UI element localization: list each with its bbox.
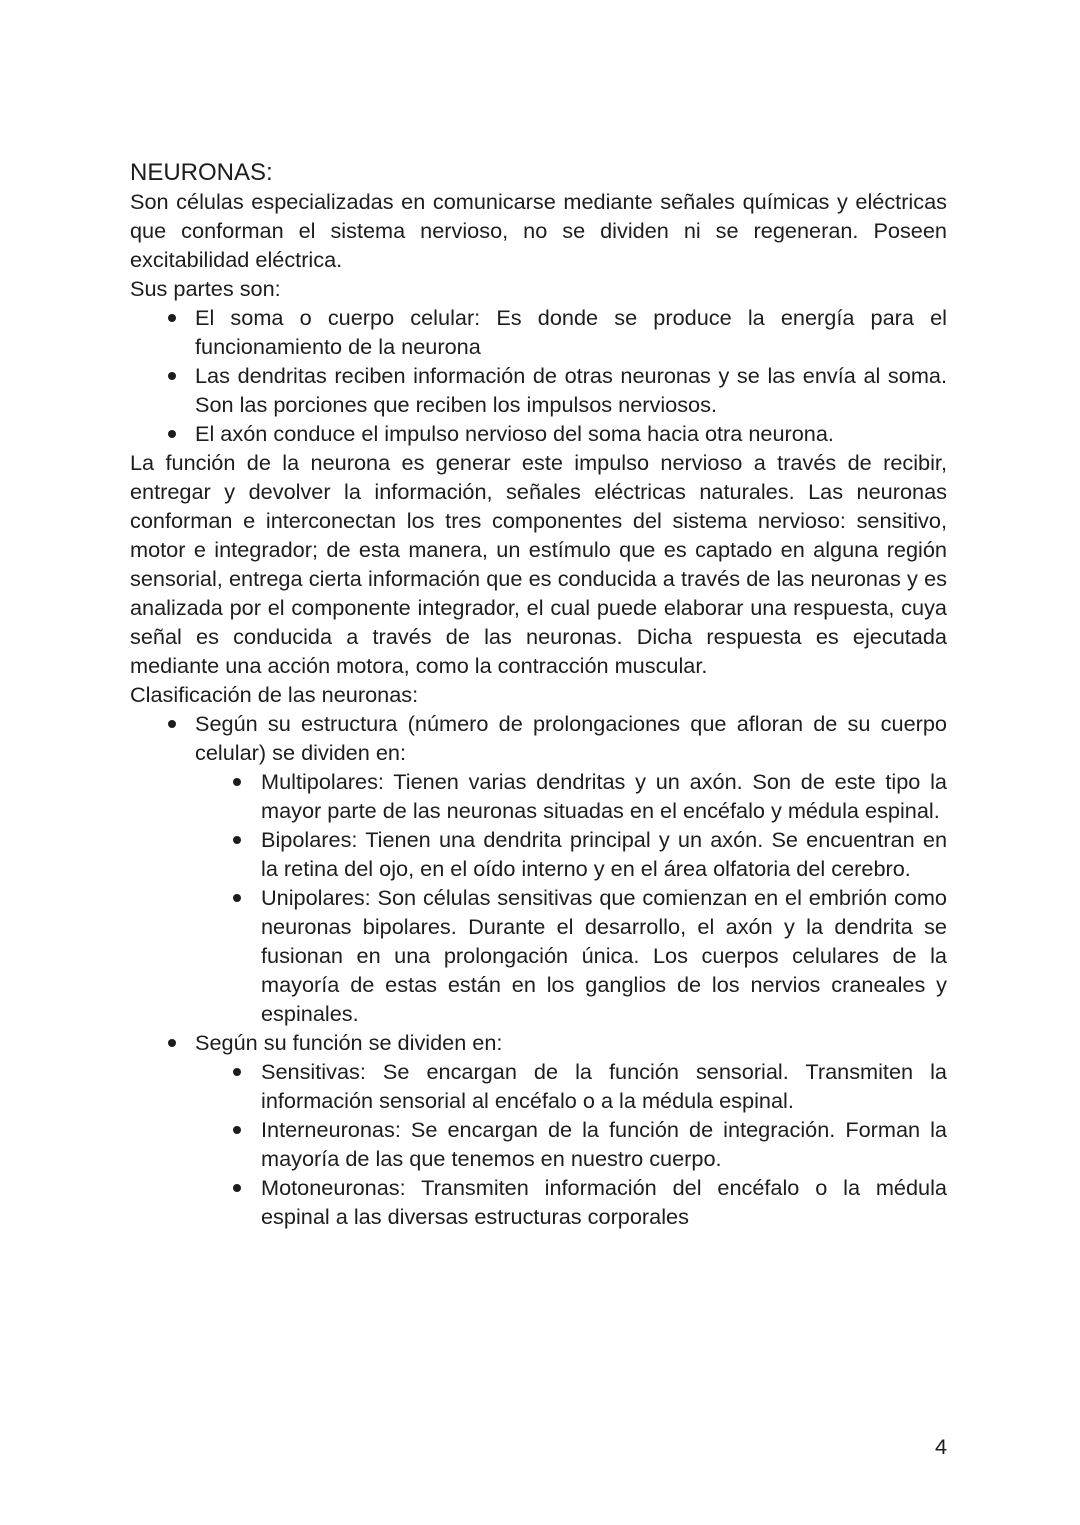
bullet-item-level-1: [130, 419, 947, 448]
bullet-icon: [168, 720, 176, 728]
bullet-text: Interneuronas: Se encargan de la función de integración. Forman la mayoría de las que tenemos en nuestro cuerpo.: [261, 1117, 947, 1171]
bullet-text: Las dendritas reciben información de otras neuronas y se las envía al soma. Son las porciones que reciben los impulsos nerviosos.: [195, 363, 947, 417]
bullet-text: Bipolares: Tienen una dendrita principal y un axón. Se encuentran en la retina del ojo, en el oído interno y en el área olfatoria del cerebro.: [261, 827, 947, 881]
bullet-icon: [168, 372, 176, 380]
bullet-item-level-1: [130, 1028, 947, 1057]
section-heading: NEURONAS:: [130, 159, 273, 186]
bullet-text: Según su función se dividen en:: [195, 1030, 503, 1055]
paragraph: Clasificación de las neuronas:: [130, 682, 419, 707]
bullet-item-level-2: [130, 1115, 947, 1173]
bullet-icon: [168, 1039, 176, 1047]
bullet-icon: [233, 778, 241, 786]
bullet-item-level-2: [130, 883, 947, 1028]
bullet-item-level-1: [130, 709, 947, 767]
bullet-item-level-1: [130, 303, 947, 361]
bullet-icon: [168, 430, 176, 438]
bullet-item-level-1: [130, 361, 947, 419]
page-number: 4: [934, 1434, 947, 1459]
bullet-icon: [233, 1126, 241, 1134]
page-content: [130, 158, 947, 1231]
bullet-icon: [233, 1184, 241, 1192]
bullet-text: Unipolares: Son células sensitivas que comienzan en el embrión como neuronas bipolares. Durante el desarrollo, el axón y la dendrita se fusionan en una prolongación única. Los cuerpos celulares de la mayoría de estas están en los ganglios de los nervios craneales y espinales.: [261, 885, 947, 1026]
bullet-item-level-2: [130, 1173, 947, 1231]
bullet-icon: [233, 1068, 241, 1076]
paragraph: Son células especializadas en comunicarse mediante señales químicas y eléctricas que conforman el sistema nervioso, no se dividen ni se regeneran. Poseen excitabilidad eléctrica.: [130, 189, 947, 272]
bullet-icon: [233, 836, 241, 844]
bullet-item-level-2: [130, 767, 947, 825]
bullet-text: Según su estructura (número de prolongaciones que afloran de su cuerpo celular) se dividen en:: [195, 711, 947, 765]
bullet-text: Motoneuronas: Transmiten información del encéfalo o la médula espinal a las diversas estructuras corporales: [261, 1175, 947, 1229]
bullet-text: El soma o cuerpo celular: Es donde se produce la energía para el funcionamiento de la neurona: [195, 305, 947, 359]
paragraph: La función de la neurona es generar este impulso nervioso a través de recibir, entregar y devolver la información, señales eléctricas naturales. Las neuronas conforman e interconectan los tres componentes del sistema nervioso: sensitivo, motor e integrador; de esta manera, un estímulo que es captado en alguna región sensorial, entrega cierta información que es conducida a través de las neuronas y es analizada por el componente integrador, el cual puede elaborar una respuesta, cuya señal es conducida a través de las neuronas. Dicha respuesta es ejecutada mediante una acción motora, como la contracción muscular.: [130, 450, 947, 678]
bullet-icon: [233, 894, 241, 902]
bullet-text: Multipolares: Tienen varias dendritas y un axón. Son de este tipo la mayor parte de las neuronas situadas en el encéfalo y médula espinal.: [261, 769, 947, 823]
bullet-text: El axón conduce el impulso nervioso del soma hacia otra neurona.: [195, 421, 834, 446]
bullet-item-level-2: [130, 1057, 947, 1115]
bullet-icon: [168, 314, 176, 322]
bullet-item-level-2: [130, 825, 947, 883]
paragraph: Sus partes son:: [130, 276, 281, 301]
bullet-text: Sensitivas: Se encargan de la función sensorial. Transmiten la información sensorial al encéfalo o a la médula espinal.: [261, 1059, 947, 1113]
